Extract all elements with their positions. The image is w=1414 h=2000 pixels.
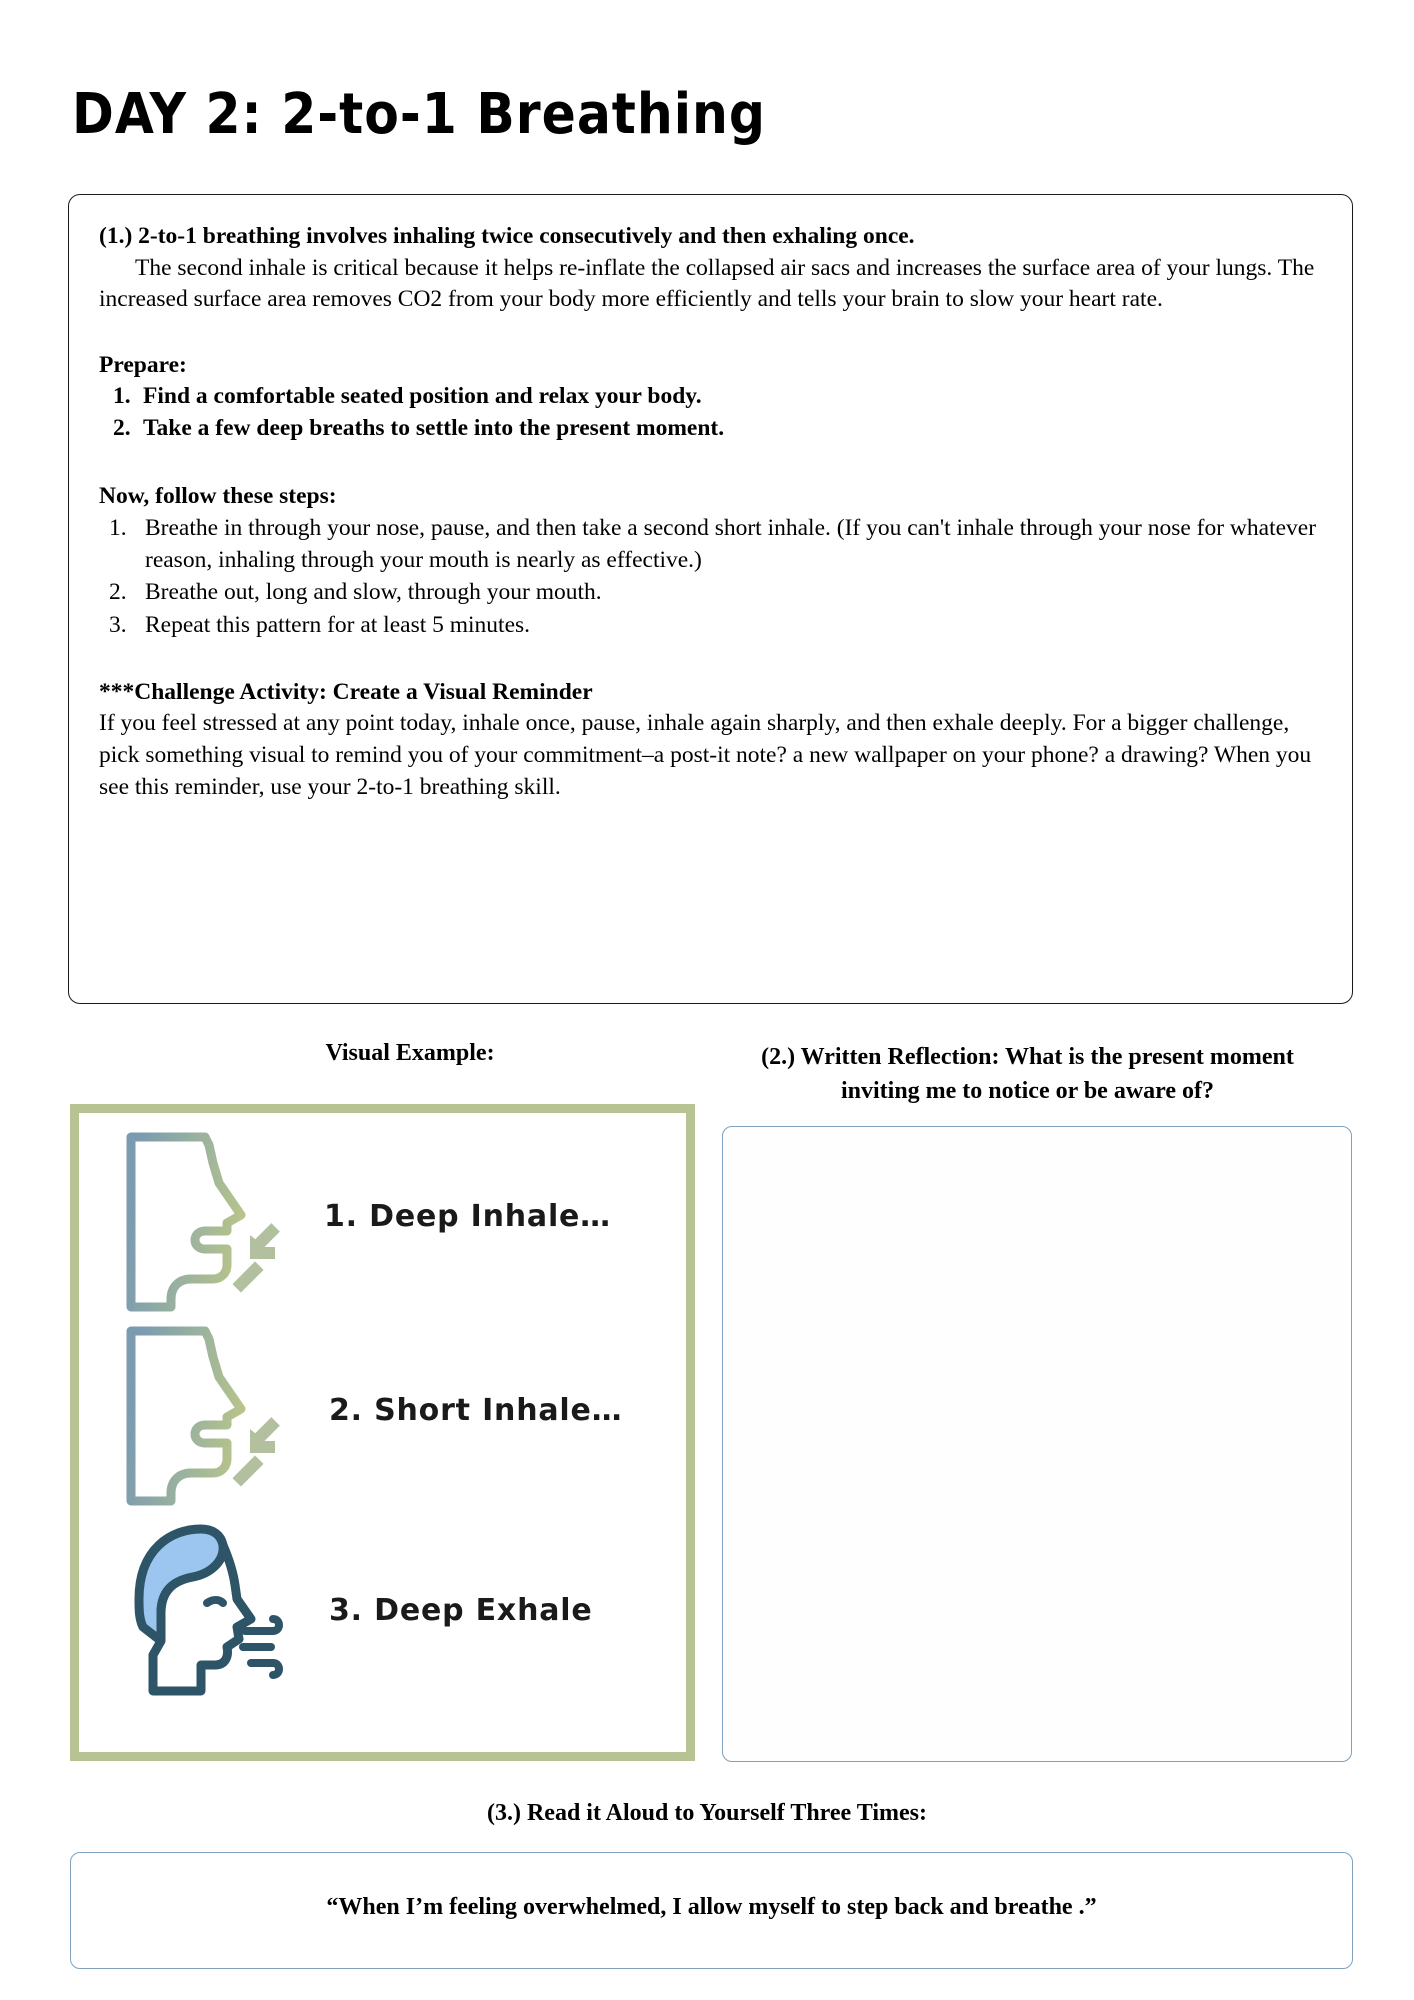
prepare-heading: Prepare: [99,351,187,378]
challenge-body: If you feel stressed at any point today, inhale once, pause, inhale again sharply, and then exhale deeply. For a bigger challenge, pick something visual to remind you of your commitment–a post-it note? a new wallpaper on your phone? a drawing? When you see this reminder, use your 2-to-1 breathing skill. [99,710,1312,800]
step-0-text: Breathe in through your nose, pause, and then take a second short inhale. (If you can't inhale through your nose for whatever reason, inhaling through your mouth is nearly as effective.) [145,514,1317,573]
page-title: DAY 2: 2-to-1 Breathing [72,82,766,147]
reflection-heading [700,1040,1355,1108]
step-1-num: 2. [109,579,127,606]
affirmation-text: “When I’m feeling overwhelmed, I allow myself to step back and breathe .” [326,1894,1097,1920]
prepare-item-0-num: 1. [113,383,131,410]
item1-label: (1.) [99,223,133,249]
reflection-heading-line2: inviting me to notice or be aware of? [840,1078,1215,1105]
challenge-heading: ***Challenge Activity: Create a Visual Reminder [99,678,593,705]
prepare-item-1-num: 2. [113,415,131,442]
instruction-text [99,221,1322,803]
visual-example-heading: Visual Example: [325,1040,495,1066]
prepare-item-0-text: Find a comfortable seated position and relax your body. [143,383,702,410]
instruction-item-1 [99,221,1322,253]
prepare-item-1-text: Take a few deep breaths to settle into the present moment. [143,415,725,442]
face-inhale-icon [109,1127,299,1322]
visual-step-1-label: 1. Deep Inhale… [324,1199,611,1234]
face-exhale-icon [109,1515,299,1710]
step-2-text: Repeat this pattern for at least 5 minutes. [145,612,531,639]
list-item [99,610,1322,642]
reflection-answer-box[interactable] [722,1126,1352,1762]
visual-step-2 [79,1321,686,1521]
read-aloud-heading: (3.) Read it Aloud to Yourself Three Times: [486,1800,927,1826]
list-item [99,513,1322,576]
visual-step-3 [79,1515,686,1715]
step-0-num: 1. [109,514,127,541]
step-2-num: 3. [109,612,127,639]
list-item [99,381,1322,413]
visual-step-3-label: 3. Deep Exhale [329,1593,593,1628]
item1-body: The second inhale is critical because it helps re-inflate the collapsed air sacs and increases the surface area of your lungs. The increased surface area removes CO2 from your body more efficiently and tells your brain to slow your heart rate. [99,254,1315,313]
affirmation-box[interactable] [70,1852,1353,1969]
visual-step-1 [79,1127,686,1327]
list-item [99,577,1322,609]
face-inhale-icon [109,1321,299,1516]
step-1-text: Breathe out, long and slow, through your mouth. [145,579,602,606]
visual-step-2-label: 2. Short Inhale… [329,1393,623,1428]
steps-heading: Now, follow these steps: [99,483,337,510]
item1-bold-text: 2-to-1 breathing involves inhaling twice consecutively and then exhaling once. [138,223,915,249]
reflection-heading-line1: (2.) Written Reflection: What is the present moment [761,1044,1294,1070]
steps-list [99,513,1322,642]
visual-example-box [70,1104,695,1761]
list-item [99,413,1322,445]
instruction-panel [68,194,1353,1004]
prepare-list [99,381,1322,445]
